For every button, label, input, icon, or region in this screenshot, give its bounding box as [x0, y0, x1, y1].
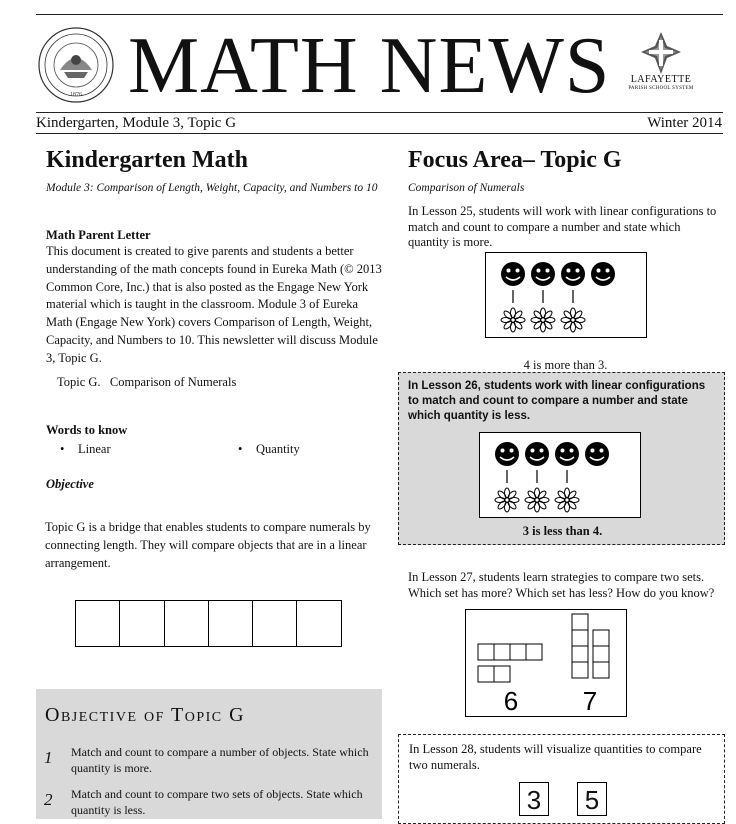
smiley-face-icon [525, 442, 549, 466]
flower-icon [531, 308, 555, 332]
linear-box [119, 600, 164, 647]
right-subtitle: Comparison of Numerals [408, 182, 525, 194]
lesson-25-caption: 4 is more than 3. [523, 358, 608, 372]
objective-heading: Objective [46, 477, 94, 491]
set-of-six-blocks [478, 644, 542, 682]
lesson-26-text: In Lesson 26, students work with linear configurations to match and count to compare a number and state which quantity is less. [408, 380, 706, 422]
objective-number: 2 [44, 790, 53, 809]
left-title: Kindergarten Math [46, 147, 248, 173]
smiley-face-icon [531, 262, 555, 286]
logo-subname: PARISH SCHOOL SYSTEM [628, 86, 694, 91]
objective-panel-title: Objective of Topic G [45, 704, 246, 726]
linear-box [296, 600, 341, 647]
word-item-quantity: • Quantity [238, 442, 300, 456]
smiley-face-icon [501, 262, 525, 286]
flower-icon [525, 488, 549, 512]
bullet-icon: • [60, 442, 65, 456]
linear-arrangement-boxes [75, 600, 342, 648]
cross-emblem-icon [641, 32, 681, 74]
lesson-25-text: In Lesson 25, students will work with linear configurations to match and count to compare a number and state which quantity is more. [408, 204, 717, 249]
masthead-title: MATH NEWS [128, 22, 611, 110]
words-heading: Words to know [46, 423, 128, 437]
linear-box [252, 600, 297, 647]
top-rule [36, 14, 723, 15]
word-item-linear: • Linear [60, 442, 111, 456]
parent-letter-body: This document is created to give parents and students a better understanding of the math concepts found in Eureka Math (© 2013 Common Core, Inc.) that is also posted as the Engage New York material which is taught in the classroom. Module 3 of Eureka Math (Engage New York) covers Comparison of Length, Weight, Capacity, and Numbers to 10. This newsletter will discuss Module 3, Topic G. [46, 244, 382, 365]
numeral-card: 5 [577, 782, 607, 816]
objective-body: Topic G is a bridge that enables students to compare numerals by connecting length. They will compare objects that are in a linear arrangement. [45, 520, 371, 570]
lesson-26-figure [479, 432, 641, 518]
linear-box [75, 600, 120, 647]
svg-text:1876: 1876 [70, 92, 82, 98]
flower-icon [561, 308, 585, 332]
numeral-card: 3 [519, 782, 549, 816]
objective-panel [36, 689, 382, 819]
objective-text: Match and count to compare two sets of objects. State which quantity is less. [71, 787, 363, 817]
masthead-rule [36, 112, 723, 113]
lesson-26-caption: 3 is less than 4. [522, 524, 603, 538]
topic-line: Topic G. Comparison of Numerals [57, 375, 237, 389]
linear-box [164, 600, 209, 647]
bullet-icon: • [238, 442, 243, 456]
right-title: Focus Area– Topic G [408, 147, 622, 173]
objective-text: Match and count to compare a number of objects. State which quantity is more. [71, 745, 369, 775]
flower-icon [555, 488, 579, 512]
smiley-face-icon [561, 262, 585, 286]
number-seven: 7 [582, 686, 598, 716]
parent-letter-heading: Math Parent Letter [46, 228, 151, 242]
lesson-27-figure [465, 609, 627, 717]
parish-seal [36, 26, 116, 104]
smiley-face-icon [585, 442, 609, 466]
smiley-face-icon [591, 262, 615, 286]
logo-name: LAFAYETTE [630, 74, 692, 85]
lesson-27-text: In Lesson 27, students learn strategies to compare two sets. Which set has more? Which set has less? How do you know? [408, 570, 715, 600]
objective-number: 1 [44, 748, 53, 767]
subheader-rule [36, 133, 723, 134]
lesson-28-text: In Lesson 28, students will visualize quantities to compare two numerals. [409, 742, 702, 772]
smiley-face-icon [495, 442, 519, 466]
lesson-25-figure [485, 252, 647, 338]
flower-icon [501, 308, 525, 332]
smiley-face-icon [555, 442, 579, 466]
lesson-28-box [398, 734, 725, 824]
set-of-seven-blocks [572, 614, 609, 678]
grade-module-label: Kindergarten, Module 3, Topic G [36, 115, 237, 131]
linear-box [208, 600, 253, 647]
season-label: Winter 2014 [647, 115, 722, 131]
lesson-26-box [398, 372, 725, 545]
lafayette-logo [616, 32, 706, 110]
module-line: Module 3: Comparison of Length, Weight, Capacity, and Numbers to 10 [46, 182, 378, 194]
number-six: 6 [503, 686, 519, 716]
flower-icon [495, 488, 519, 512]
